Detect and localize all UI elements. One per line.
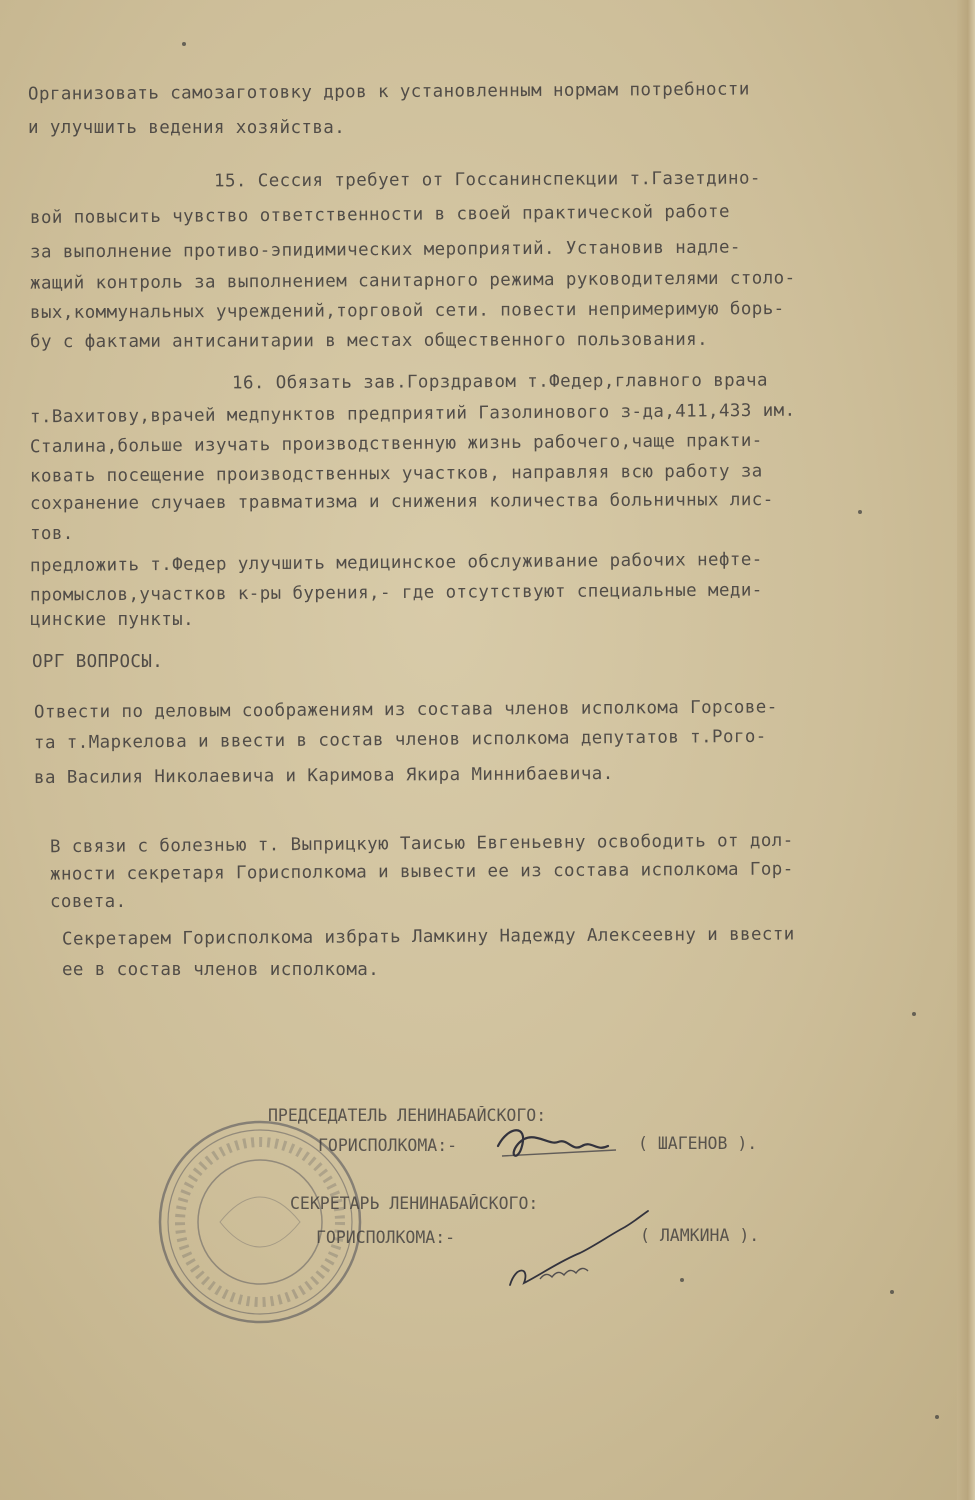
text-line: ва Василия Николаевича и Каримова Якира Миннибаевича. <box>33 763 614 789</box>
text-line: Секретарем Горисполкома избрать Ламкину Надежду Алексеевну и ввести <box>61 924 795 950</box>
chair-signature-icon <box>488 1116 628 1176</box>
text-line: сохранение случаев травматизма и снижения количества больничных лис- <box>29 490 774 514</box>
paragraph-16-start: 16. Обязать зав.Горздравом т.Федер,главного врача <box>231 370 768 394</box>
text-line: Организовать самозаготовку дров к установленным нормам потребности <box>27 79 750 105</box>
ink-speck <box>912 1012 916 1016</box>
ink-speck <box>182 42 186 46</box>
page-edge <box>957 0 975 1500</box>
text-line: та т.Маркелова и ввести в состав членов исполкома депутатов т.Рого- <box>33 726 767 754</box>
text-line: Сталина,больше изучать производственную жизнь рабочего,чаще практи- <box>29 430 763 458</box>
text-line: вых,коммунальных учреждений,торговой сети. повести непримеримую борь- <box>29 299 785 323</box>
secretary-title-line-1: СЕКРЕТАРЬ ЛЕНИНАБАЙСКОГО: <box>290 1194 539 1213</box>
text-line: В связи с болезнью т. Выприцкую Таисью Евгеньевну освободить от дол- <box>49 830 794 858</box>
ink-speck <box>858 510 862 514</box>
section-heading-org: ОРГ ВОПРОСЫ. <box>32 652 164 672</box>
text-line: жности секретаря Горисполкома и вывести ее из состава исполкома Гор- <box>49 859 794 885</box>
text-line: т.Вахитову,врачей медпунктов предприятий Газолинового з-да,411,433 им. <box>29 400 796 428</box>
text-line: и улучшить ведения хозяйства. <box>28 118 346 138</box>
ink-speck <box>890 1290 894 1294</box>
text-line: Отвести по деловым соображениям из состава членов исполкома Горсове- <box>33 697 778 723</box>
secretary-title-line-2: ГОРИСПОЛКОМА:- <box>316 1228 456 1247</box>
text-line: ковать посещение производственных участков, направляя всю работу за <box>29 461 763 487</box>
text-line: тов. <box>30 524 74 544</box>
chair-title-line-1: ПРЕДСЕДАТЕЛЬ ЛЕНИНАБАЙСКОГО: <box>268 1106 547 1125</box>
text-line: цинские пункты. <box>30 610 195 630</box>
ink-speck <box>935 1415 939 1419</box>
text-line: за выполнение противо-эпидимических мероприятий. Установив надле- <box>29 237 741 263</box>
secretary-signature-icon <box>500 1205 660 1300</box>
chair-name: ( ШАГЕНОВ ). <box>638 1134 758 1153</box>
text-line: бу с фактами антисанитарии в местах общественного пользования. <box>29 329 709 353</box>
text-line: жащий контроль за выполнением санитарного режима руководителями столо- <box>29 268 796 294</box>
paragraph-15-start: 15. Сессия требует от Госсанинспекции т.Газетдино- <box>213 168 761 192</box>
text-line: предложить т.Федер улучшить медицинское обслуживание рабочих нефте- <box>29 549 763 577</box>
secretary-name: ( ЛАМКИНА ). <box>640 1226 760 1245</box>
chair-title-line-2: ГОРИСПОЛКОМА:- <box>318 1136 458 1155</box>
text-line: вой повысить чувство ответственности в своей практической работе <box>29 201 730 229</box>
text-line: ее в состав членов исполкома. <box>62 960 380 980</box>
text-line: промыслов,участков к-ры бурения,- где отсутствуют специальные меди- <box>29 580 763 606</box>
text-line: совета. <box>50 892 127 912</box>
ink-speck <box>680 1278 684 1282</box>
